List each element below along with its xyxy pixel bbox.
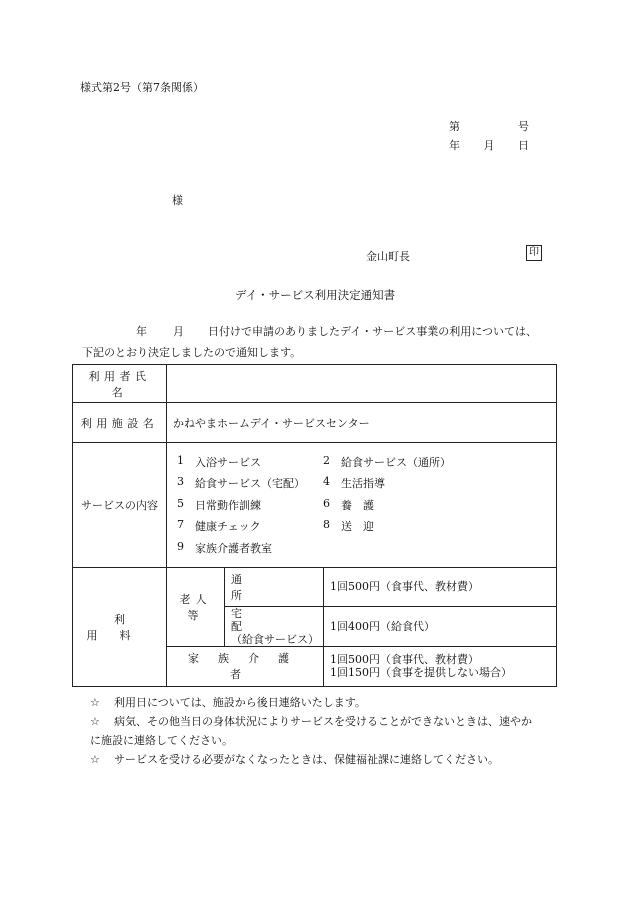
service-row [177, 473, 556, 495]
service-num: 5 [177, 496, 184, 510]
service-name: 生活指導 [341, 477, 385, 491]
list-item [177, 540, 323, 556]
seal-mark: 印 [526, 245, 542, 261]
star-icon: ☆ [90, 715, 100, 728]
service-name: 健康チェック [195, 520, 261, 534]
service-row [177, 494, 556, 516]
table-row [73, 365, 557, 403]
note-item [90, 750, 570, 769]
service-row [177, 537, 556, 559]
note-2-text: 病気、その他当日の身体状況によりサービスを受けることができないときは、速やか [114, 715, 532, 728]
list-item [177, 518, 323, 534]
list-item [323, 497, 469, 513]
note-1-text: 利用日については、施設から後日連絡いたします。 [114, 696, 366, 709]
body-year: 年 [136, 325, 147, 338]
facility-label [73, 403, 167, 443]
services-label: サービスの内容 [73, 443, 167, 568]
body-month: 月 [173, 325, 184, 338]
service-name: 入浴サービス [195, 455, 261, 469]
date-day: 日 [518, 139, 529, 152]
service-row [177, 451, 556, 473]
elderly-label-text: 老人等 [179, 592, 212, 622]
user-name-label-text: 利用者氏名 [88, 369, 151, 399]
note-item [90, 693, 570, 712]
family-fee [324, 646, 557, 686]
date-line [449, 137, 529, 153]
service-num: 6 [323, 496, 330, 510]
note-2-continuation: に施設に連絡してください。 [90, 734, 233, 747]
date-month: 月 [483, 139, 495, 152]
service-num: 4 [323, 475, 330, 489]
list-item [323, 475, 469, 491]
service-num: 7 [177, 518, 184, 532]
list-item [177, 454, 323, 470]
service-num: 2 [323, 453, 330, 467]
service-row [177, 516, 556, 538]
user-name-value [167, 365, 557, 403]
list-item [323, 518, 469, 534]
table-row [73, 567, 557, 606]
form-number: 様式第2号（第7条関係） [80, 81, 204, 94]
family-fee-2: 1回150円（食事を提供しない場合） [330, 666, 512, 679]
note-3-text: サービスを受ける必要がなくなったときは、保健福祉課に連絡してください。 [114, 753, 499, 766]
services-list [167, 443, 557, 568]
recipient-honorific: 様 [172, 194, 183, 207]
family-fee-1: 1回500円（食事代、教材費） [330, 653, 479, 666]
takuhai-label-text: 宅配 [231, 606, 297, 633]
table-row [73, 443, 557, 568]
fee-label [73, 567, 167, 686]
notes [90, 693, 570, 769]
tsusho-label [225, 567, 324, 606]
service-num: 8 [323, 518, 330, 532]
facility-value: かねやまホームデイ・サービスセンター [167, 403, 557, 443]
service-name: 日常動作訓練 [195, 498, 261, 512]
facility-label-text: 利用施設名 [80, 416, 159, 430]
service-num: 3 [177, 475, 184, 489]
service-name: 養 護 [341, 498, 374, 512]
service-num: 9 [177, 539, 184, 553]
number-prefix: 第 [449, 120, 460, 133]
list-item [323, 454, 469, 470]
tsusho-label-text: 通所 [231, 572, 297, 602]
service-name: 給食サービス（宅配） [195, 477, 305, 491]
service-num: 1 [177, 453, 184, 467]
document-number-line [449, 118, 529, 134]
note-item [90, 712, 570, 731]
takuhai-sublabel: （給食サービス） [231, 632, 319, 646]
body-line-1-rest: 日付けで申請のありましたデイ・サービス事業の利用については、 [208, 325, 538, 338]
fee-label-text: 利用料 [86, 612, 153, 642]
family-label-text: 家族介護者 [188, 652, 308, 681]
tsusho-fee: 1回500円（食事代、教材費） [324, 567, 557, 606]
issuer-name: 金山町長 [366, 250, 410, 263]
body-line-1 [78, 321, 558, 342]
user-name-label [73, 365, 167, 403]
number-suffix: 号 [518, 120, 529, 133]
date-year: 年 [449, 139, 460, 152]
family-label [167, 646, 324, 686]
list-item [177, 497, 323, 513]
body-paragraph [78, 321, 558, 363]
star-icon: ☆ [90, 753, 100, 766]
service-name: 家族介護者教室 [195, 541, 272, 555]
takuhai-label [225, 606, 324, 646]
body-line-2: 下記のとおり決定しましたので通知します。 [82, 346, 302, 359]
details-table [72, 364, 557, 687]
document-title: デイ・サービス利用決定通知書 [234, 288, 396, 302]
star-icon: ☆ [90, 696, 100, 709]
service-name: 給食サービス（通所） [341, 455, 451, 469]
service-name: 送 迎 [341, 520, 374, 534]
list-item [177, 475, 323, 491]
table-row [73, 403, 557, 443]
takuhai-fee: 1回400円（給食代） [324, 606, 557, 646]
elderly-label [167, 567, 225, 646]
